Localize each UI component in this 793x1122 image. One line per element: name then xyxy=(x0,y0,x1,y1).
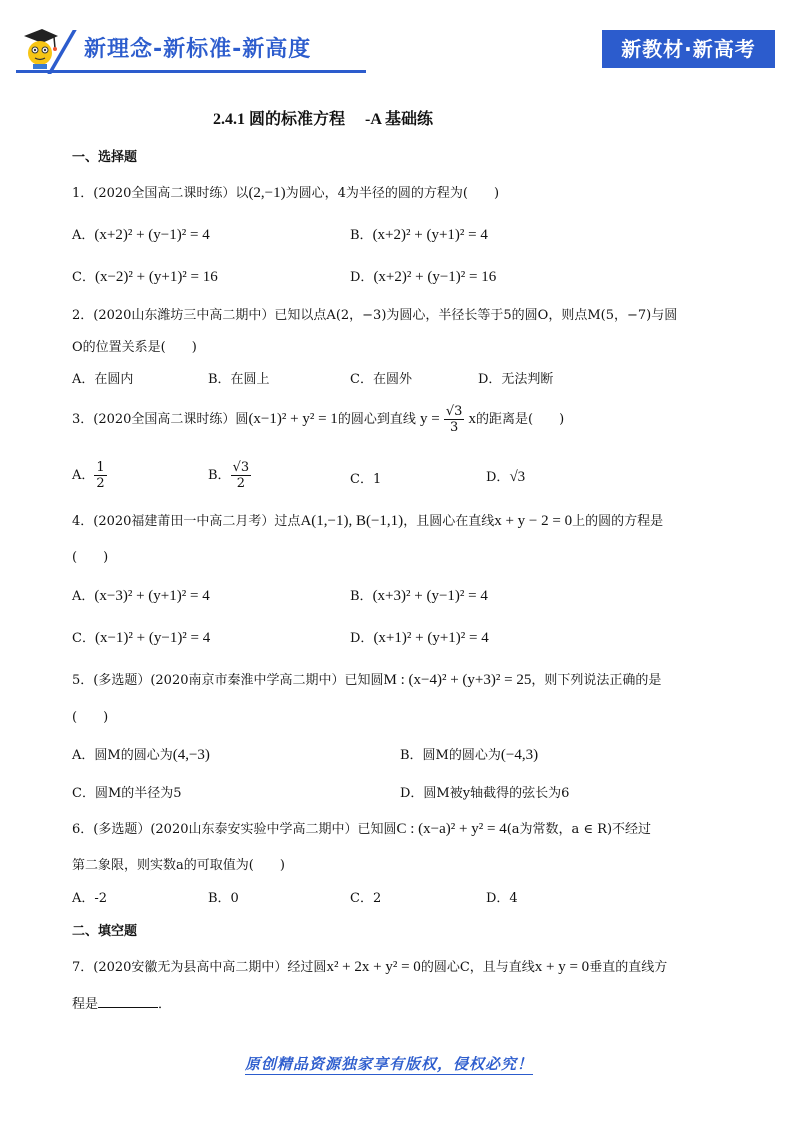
question-4-stem xyxy=(72,510,663,530)
question-4-option-a[interactable] xyxy=(72,585,210,605)
question-1-option-b[interactable] xyxy=(350,224,488,244)
option-label: A． xyxy=(72,228,95,243)
question-6-text-a: 6．(多选题）(2020山东泰安实验中学高二期中）已知圆 xyxy=(72,822,397,837)
option-label: D． xyxy=(350,270,374,285)
question-5-text-b: ，则下列说法正确的是 xyxy=(531,673,662,688)
option-label: A． xyxy=(72,468,95,483)
question-1-option-a[interactable] xyxy=(72,224,210,244)
option-formula: √3 xyxy=(509,469,526,485)
question-7-line-2 xyxy=(72,993,171,1012)
question-3-option-d[interactable] xyxy=(486,466,525,486)
question-6-option-a[interactable]: A．-2 xyxy=(72,891,108,906)
question-6-option-b[interactable]: B．0 xyxy=(208,891,239,906)
option-fraction xyxy=(94,460,106,491)
option-label: B． xyxy=(350,589,373,604)
question-3-text-c: 的距离是( ) xyxy=(476,412,565,427)
option-label: B． xyxy=(350,228,373,243)
option-label: A．圆M的圆心为 xyxy=(72,748,173,763)
question-5-equation: M : (x−4)² + (y+3)² = 25 xyxy=(383,672,532,688)
question-7-line: x + y = 0 xyxy=(534,959,590,975)
document-title: 2.4.1 圆的标准方程 -A 基础练 xyxy=(213,111,434,128)
option-formula: (x+1)² + (y+1)² = 4 xyxy=(373,630,489,646)
fraction-numerator: √3 xyxy=(445,404,463,419)
option-formula: (x−3)² + (y+1)² = 4 xyxy=(94,588,210,604)
question-5-text-a: 5．(多选题）(2020南京市秦淮中学高二期中）已知圆 xyxy=(72,673,384,688)
option-formula: (x−2)² + (y+1)² = 16 xyxy=(94,269,218,285)
fraction-denominator: 3 xyxy=(449,420,459,435)
option-formula: (x+3)² + (y−1)² = 4 xyxy=(372,588,488,604)
question-1-text-a: 1．(2020全国高二课时练）以 xyxy=(72,186,249,201)
question-3-option-c[interactable]: C．1 xyxy=(350,472,382,487)
question-2-line-2: O的位置关系是( ) xyxy=(72,340,197,355)
question-7-text-c: 垂直的直线方 xyxy=(589,960,668,975)
question-2-line-1: 2．(2020山东潍坊三中高二期中）已知以点A(2，−3)为圆心，半径长等于5的圆O，则点M(5，−7)与圆 xyxy=(72,308,678,323)
question-4-option-c[interactable] xyxy=(72,627,210,647)
copyright-footer: 原创精品资源独家享有版权，侵权必究！ xyxy=(245,1055,534,1073)
question-4-points: A(1,−1), B(−1,1) xyxy=(300,513,404,529)
question-1-option-c[interactable] xyxy=(72,266,218,286)
question-7-stem xyxy=(72,956,667,976)
option-label: B．圆M的圆心为 xyxy=(400,748,501,763)
question-1-point: (2,−1) xyxy=(248,185,286,201)
question-3-text-a: 3．(2020全国高二课时练）圆 xyxy=(72,412,249,427)
question-7-text-a: 7．(2020安徽无为县高中高二期中）经过圆 xyxy=(72,960,327,975)
option-label: D． xyxy=(486,470,510,485)
question-3-option-b[interactable] xyxy=(208,460,251,491)
question-1-text-b: 为圆心，4为半径的圆的方程为( ) xyxy=(285,186,500,201)
question-1-option-d[interactable] xyxy=(350,266,496,286)
question-1-stem xyxy=(72,182,499,202)
option-formula: (4,−3) xyxy=(172,747,210,763)
question-3-fraction xyxy=(444,404,465,435)
question-5-option-d[interactable]: D．圆M被y轴截得的弦长为6 xyxy=(400,786,570,801)
section-heading-fill-in: 二、填空题 xyxy=(72,924,138,939)
question-7-circle-equation: x² + 2x + y² = 0 xyxy=(326,959,421,975)
fraction-denominator: 2 xyxy=(96,476,105,491)
question-6-text-b: (a为常数，a ∈ R)不经过 xyxy=(506,822,652,837)
option-label: A． xyxy=(72,589,95,604)
answer-blank[interactable] xyxy=(98,995,158,1008)
question-3-circle-equation: (x−1)² + y² = 1 xyxy=(248,411,338,427)
question-7-text-d: 程是 xyxy=(72,997,99,1012)
question-6-stem xyxy=(72,818,651,838)
section-heading-choice: 一、选择题 xyxy=(72,150,138,165)
question-4-option-b[interactable] xyxy=(350,585,488,605)
option-formula: (x+2)² + (y+1)² = 4 xyxy=(372,227,488,243)
question-6-line-2: 第二象限，则实数a的可取值为( ) xyxy=(72,858,285,873)
question-5-answer-paren: ( ) xyxy=(72,710,109,725)
question-3-line-rhs: x xyxy=(468,411,477,427)
question-6-option-c[interactable]: C．2 xyxy=(350,891,382,906)
question-3-line-lhs: y = xyxy=(419,411,440,427)
question-3-stem xyxy=(72,404,564,435)
question-2-option-c[interactable]: C．在圆外 xyxy=(350,372,412,387)
question-2-option-b[interactable]: B．在圆上 xyxy=(208,372,270,387)
fraction-numerator: 1 xyxy=(96,460,105,475)
question-4-text-b: ，且圆心在直线 xyxy=(403,514,495,529)
question-6-option-d[interactable]: D．4 xyxy=(486,891,518,906)
header-slogan: 新理念-新标准-新高度 xyxy=(84,37,312,62)
question-5-stem xyxy=(72,669,661,689)
question-3-option-a[interactable] xyxy=(72,460,107,491)
question-3-text-b: 的圆心到直线 xyxy=(337,412,416,427)
question-4-answer-paren: ( ) xyxy=(72,550,109,565)
question-2-option-d[interactable]: D．无法判断 xyxy=(478,372,554,387)
header-badge: 新教材·新高考 xyxy=(602,30,775,68)
option-label: B． xyxy=(208,468,231,483)
question-4-text-c: 上的圆的方程是 xyxy=(572,514,664,529)
question-5-option-a[interactable] xyxy=(72,744,210,764)
question-4-option-d[interactable] xyxy=(350,627,489,647)
option-label: D． xyxy=(350,631,374,646)
question-4-line: x + y − 2 = 0 xyxy=(494,513,573,529)
option-label: C． xyxy=(72,631,95,646)
option-formula: (−4,3) xyxy=(500,747,539,763)
question-5-option-b[interactable] xyxy=(400,744,538,764)
question-7-text-b: 的圆心C，且与直线 xyxy=(420,960,535,975)
option-label: C． xyxy=(72,270,95,285)
fraction-denominator: 2 xyxy=(236,476,245,491)
question-4-text-a: 4．(2020福建莆田一中高二月考）过点 xyxy=(72,514,301,529)
question-2-option-a[interactable]: A．在圆内 xyxy=(72,372,134,387)
question-6-equation: C : (x−a)² + y² = 4 xyxy=(396,821,507,837)
question-7-end: ． xyxy=(158,997,172,1012)
fraction-numerator: √3 xyxy=(232,460,250,475)
question-5-option-c[interactable]: C．圆M的半径为5 xyxy=(72,786,182,801)
option-fraction xyxy=(231,460,252,491)
option-formula: (x−1)² + (y−1)² = 4 xyxy=(94,630,211,646)
option-formula: (x+2)² + (y−1)² = 4 xyxy=(94,227,210,243)
option-formula: (x+2)² + (y−1)² = 16 xyxy=(373,269,497,285)
